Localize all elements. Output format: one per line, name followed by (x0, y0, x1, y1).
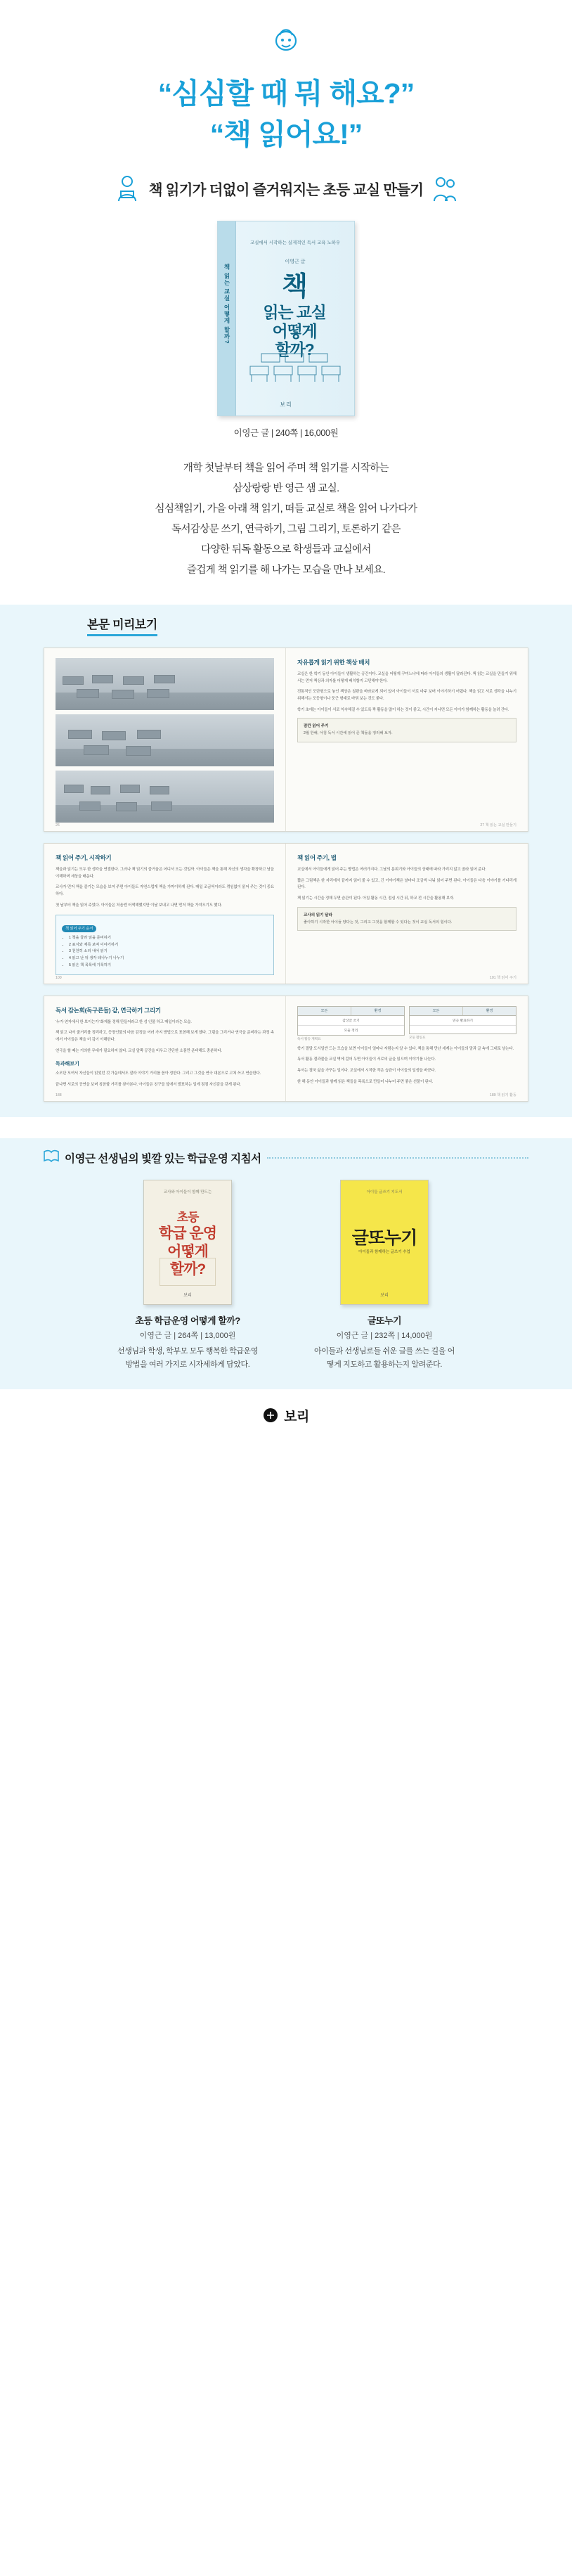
spread-paragraph: 학기 초에는 아이들이 서로 익숙해질 수 있도록 짝 활동을 많이 하는 것이 좋고, 시간이 지나면 모든 아이가 함께하는 활동을 늘려 간다. (297, 707, 509, 712)
cover-title-line-4: 할까? (275, 340, 314, 359)
spread-paragraph: 학기 결말 도서일반 드는 모습을 보면 아이들이 얼마나 자람는지 알 수 있다. 책을 통해 만난 세계는 아이들의 말과 글 속에 그대로 남는다. (297, 1046, 514, 1051)
related-books-section (0, 1138, 572, 1389)
spread-paragraph: 교실은 한 학기 동안 아이들이 생활하는 공간이다. 교실을 어떻게 꾸미느냐에 따라 아이들의 생활이 달라진다. 책 읽는 교실을 만들기 위해서는 먼저 책상과 의자를 어떻게 배치할지 고민해야 한다. (297, 672, 516, 683)
cover-tagline: 교실에서 시작하는 실제적인 독서 교육 노하우 (249, 240, 341, 246)
spread-paragraph: 독서는 결국 삶을 가꾸는 일이다. 교실에서 시작한 작은 습관이 아이들의 일생을 바꾼다. (297, 1068, 436, 1073)
preview-spreads (0, 648, 572, 1102)
page-number: 27 책 읽는 교실 만들기 (480, 823, 516, 828)
spread-heading: 책 읽어 주기, 시작하기 (56, 854, 112, 862)
tip-item: • 5 읽은 책 목록에 기록하기 (69, 962, 268, 970)
spread-heading: 자유롭게 읽기 위한 책상 배치 (297, 659, 370, 666)
worksheet-table (409, 1006, 516, 1034)
related-cover-title-3: 어떻게 (167, 1243, 208, 1260)
highlight-heading: 잠깐 읽어 주기 (304, 724, 329, 729)
related-cover-title-1: 초등 (176, 1211, 199, 1225)
divider-dots (267, 1157, 528, 1159)
cover-title (243, 273, 346, 359)
related-cover-top: 아이들 글쓰기 지도서 (366, 1190, 403, 1195)
spread-paragraph: 첫 날부터 책을 읽어 주었다. 아이들은 처음엔 어색해했지만 이날 보내고 나면 먼저 책을 가져오기도 했다. (56, 903, 222, 908)
spread-page-right (286, 996, 528, 1102)
headline-line-2: “책 읽어요!” (209, 118, 363, 151)
preview-spread (44, 648, 528, 832)
spread-heading: 책 읽어 주기, 법 (297, 854, 337, 862)
tip-list (62, 935, 268, 970)
headline-line-1: “심심할 때 뭐 해요?” (157, 77, 415, 110)
related-book-title: 초등 학급운영 어떻게 할까? (135, 1315, 240, 1327)
preview-spread (44, 843, 528, 984)
spread-paragraph: 소모단 모여서 자신들이 읽었던 것 가운데서도 잘라 이야기 거리를 꼼아 정한다. 그리고 그것을 연극 대본으로 고쳐 쓰고 연습한다. (56, 1071, 261, 1076)
related-book-item[interactable] (311, 1180, 458, 1370)
related-book-desc: 선생님과 학생, 학부모 모두 행복한 학급운영 방법을 여러 가지로 시자세하게 담았다. (117, 1347, 258, 1369)
page-number: 101 책 읽어 주기 (489, 975, 516, 980)
highlight-text: 좋아하기 시작한 아이들 양다는 것, 그리고 그것을 함께할 수 있다는 것이 교실 독서의 힘이다. (304, 920, 453, 925)
publisher-leaf-logo-icon (270, 24, 302, 56)
publisher-footer (0, 1389, 572, 1446)
spread-paragraph: 짧은 그림책은 한 자리에서 끝까지 읽어 줄 수 있고, 긴 이야기책은 날마다 조금씩 나눠 읽어 주면 된다. 아이들은 다음 이야기를 기다리게 된다. (297, 878, 516, 890)
description-line: 개학 첫날부터 책을 읽어 주며 책 읽기를 시작하는 (183, 463, 389, 475)
spread-paragraph: 연극을 할 때는 거의한 무대가 필요하지 않다. 교실 앞쪽 공간을 비우고 간단한 소품만 준비해도 충분하다. (56, 1048, 222, 1053)
highlight-heading: 교사의 읽기 달라 (304, 913, 332, 917)
subtitle-row (0, 174, 572, 202)
description-line: 즐겁게 책 읽기를 해 나가는 모습을 만나 보세요. (186, 565, 386, 577)
related-book-cover (340, 1180, 429, 1305)
worksheet-table (297, 1006, 405, 1036)
publisher-name: 보리 (284, 1409, 309, 1424)
spread-paragraph: 책 읽고 나서 줄거리를 정리하고, 등장인물의 마음 감정을 여러 가지 방법으로 표현해 보게 했다. 그림을 그리거나 연극을 준비하는 과정 속에서 아이들은 책을 더 깊이 이해한다. (56, 1031, 274, 1042)
spread-paragraph: 끝나면 서로의 공연을 보며 칭찬할 거리를 찾아본다. 아이들은 친구들 앞에서 발표하는 일에 점점 자신감을 갖게 된다. (56, 1082, 241, 1087)
spread-paragraph: 교실에서 아이들에게 읽어 주는 방법은 여러가지다. 그날의 분위기와 아이들의 상태에 따라 가리지 않고 골라 읽어 준다. (297, 868, 486, 872)
subtitle-text: 책 읽기가 더없이 즐거워지는 초등 교실 만들기 (148, 182, 424, 199)
classroom-photo (56, 658, 274, 710)
classroom-photo (56, 771, 274, 823)
child-reading-icon-right (431, 174, 458, 202)
preview-section (0, 605, 572, 1117)
table-header-cell: 모든 (298, 1007, 351, 1015)
cover-author: 이영근 글 (285, 259, 306, 265)
page-number: 26 (56, 823, 60, 828)
description-line: 다양한 뒤독 활동으로 학생들과 교실에서 (201, 544, 371, 556)
related-cover-publisher: 보리 (380, 1294, 389, 1299)
table-header-cell: 모든 (410, 1007, 463, 1015)
spread-paragraph: 전통적인 모단형으로 놓인 책상은 칠판을 바라보게 되어 있어 아이들이 서로 마주 보며 이야기하기 어렵다. 책을 읽고 서로 생각을 나누기 위해서는 모둥형이나 둥근 형태로 바꿔 보는 것도 좋다. (297, 690, 516, 702)
spread-page-left (44, 844, 286, 984)
spread-paragraph: ‘누가 연자에서 한 보이는가’ 화제를 정해 만들어라고 한 성 인물 하고 매일이라는 모습. (56, 1019, 192, 1024)
book-cover-block (0, 221, 572, 439)
related-book-cover (143, 1180, 232, 1305)
related-cover-publisher: 보리 (183, 1294, 192, 1299)
related-cover-title: 글또누기 (351, 1228, 417, 1249)
classroom-photo (56, 714, 274, 766)
preview-section-title: 본문 미리보기 (87, 614, 157, 636)
spread-paragraph: 책 읽기는 시간을 정해 두면 습관이 된다. 아침 활동 시간, 점심 시간 뒤, 하교 전 시간을 활용해 보자. (297, 896, 455, 901)
spread-paragraph: 한 해 동안 아이들과 함께 읽은 책들을 목록으로 만들어 나누어 주면 좋은 선물이 된다. (297, 1079, 434, 1084)
cover-title-line-2: 읽는 교실 (263, 303, 326, 322)
page-number: 189 책 읽기 활동 (489, 1093, 516, 1098)
cover-title-line-3: 어떻게 (272, 321, 317, 340)
related-book-meta: 이영근 글 | 232쪽 | 14,000원 (336, 1332, 433, 1341)
table-header-cell: 환경 (463, 1007, 516, 1015)
cover-classroom-illustration (246, 348, 346, 387)
page-title (0, 75, 572, 153)
book-cover-image (217, 221, 355, 416)
related-cover-title-4: 할까? (169, 1261, 206, 1277)
book-description (103, 458, 469, 581)
spread-heading: 독서 감논회(독구른들) 같, 연극하기 그리기 (56, 1006, 161, 1014)
related-cover-title-2: 학급 운영 (159, 1225, 216, 1242)
spread-page-right (286, 648, 528, 831)
spread-subheading: 독과해보기 (56, 1062, 79, 1067)
page-number: 100 (56, 975, 62, 980)
related-cover-illustration (160, 1258, 216, 1286)
spread-paragraph: 교사가 먼저 책을 즐기는 모습을 보여 주면 아이들도 자연스럽게 책을 가까이하게 된다. 매일 조금씩이라도 꺾임없이 읽어 주는 것이 중요하다. (56, 885, 274, 897)
description-line: 삼상랑랑 반 영근 샘 교실. (233, 483, 339, 495)
related-book-meta: 이영근 글 | 264쪽 | 13,000원 (139, 1332, 236, 1341)
table-cell: 연극 발표하기 (452, 1019, 474, 1023)
spread-paragraph: 책을과 읽기는 모두 한 생각을 연결한다. 그러나 책 읽기의 즐거움은 어디서 오는 것일까. 아이들은 책을 통해 자신의 생각을 확장하고 남을 이해하며 세상을 배운다. (56, 868, 274, 879)
description-line: 심심책읽기, 가을 아래 책 읽기, 떠들 교실로 책을 읽어 나가다가 (155, 503, 417, 515)
spread-highlight-box (297, 907, 516, 932)
cover-title-line-1: 책 (282, 272, 307, 302)
related-section-title: 이영근 선생님의 빛깔 있는 학급운영 지침서 (65, 1152, 261, 1165)
page-number: 188 (56, 1093, 62, 1098)
table-cell: 감상글 쓰기 (342, 1019, 360, 1023)
spread-highlight-box (297, 718, 516, 742)
tip-item: • 2 표지와 제목 보며 이야기하기 (69, 942, 268, 949)
related-book-item[interactable] (114, 1180, 261, 1370)
publisher-logo-wrap (0, 0, 572, 56)
spread-tip-box (56, 915, 274, 974)
spread-page-left (44, 996, 286, 1102)
spread-paragraph: 독서 활동 결과물을 교실 벽에 걸어 두면 아이들이 서로의 글을 읽으며 이야기를 나눈다. (297, 1057, 436, 1062)
related-book-title: 글또누기 (367, 1315, 402, 1327)
worksheet-tables (297, 1006, 516, 1041)
table-caption: 독서 활동 계획표 (297, 1036, 321, 1041)
related-books-list (0, 1180, 572, 1370)
spread-page-right (286, 844, 528, 984)
tip-item: • 4 읽고 난 뒤 생각 테나누기 나누기 (69, 955, 268, 962)
highlight-text: 2월 한해, 아침 독서 시간에 읽어 준 책들을 정리해 보자. (304, 731, 393, 736)
table-caption: 모둥 활동표 (409, 1035, 426, 1039)
tip-heading: 책 읽어 주기 순서 (62, 925, 96, 932)
book-open-icon (44, 1149, 59, 1166)
description-line: 독서감상문 쓰기, 연극하기, 그림 그리기, 토론하기 같은 (171, 524, 401, 536)
related-cover-top: 교사와 아이들이 함께 만드는 (163, 1190, 212, 1195)
publisher-mark-icon (263, 1408, 278, 1423)
table-cell: 모둘 정리 (344, 1029, 358, 1033)
child-reading-icon-left (114, 174, 141, 202)
cover-spine-text: 책 읽는 교실 어떻게 할까? (223, 264, 230, 344)
related-cover-subtitle: 아이들과 함께하는 글쓰기 수업 (358, 1250, 410, 1255)
tip-item: • 3 천천히 소리 내어 읽기 (69, 948, 268, 955)
tip-item: • 1 책을 골라 읽을 준비하기 (69, 935, 268, 942)
related-section-head (44, 1149, 572, 1166)
book-meta: 이영근 글 | 240쪽 | 16,000원 (233, 428, 339, 439)
cover-publisher: 보리 (280, 401, 292, 408)
spread-page-left (44, 648, 286, 831)
table-header-cell: 환경 (351, 1007, 404, 1015)
related-book-desc: 아이들과 선생님로들 쉬운 글를 쓰는 길을 어떻게 지도하고 활용하는지 알려준다. (313, 1347, 455, 1369)
preview-spread (44, 996, 528, 1102)
classroom-photo-column (56, 658, 274, 823)
